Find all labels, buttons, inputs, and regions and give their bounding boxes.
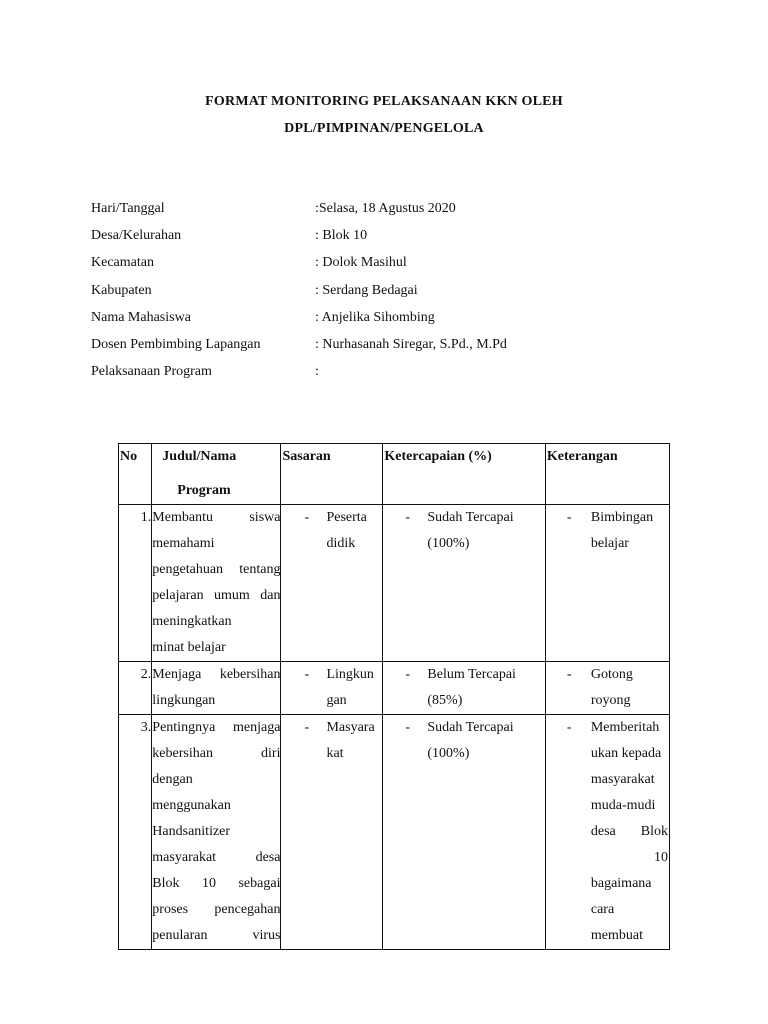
info-row-kecamatan	[91, 254, 691, 281]
info-label: Nama Mahasiswa	[91, 309, 191, 325]
cell-line: Peserta	[326, 510, 367, 525]
cell-line: meningkatkan	[152, 614, 232, 629]
header-sasaran-text: Sasaran	[282, 449, 331, 464]
header-keterangan	[545, 444, 669, 505]
table-row	[119, 662, 670, 715]
bullet-dash: -	[405, 510, 411, 525]
cell-line: minat belajar	[152, 640, 226, 655]
cell-line: Belum Tercapai	[427, 667, 516, 682]
table-header-row	[119, 444, 670, 505]
cell-line: cara	[590, 902, 615, 917]
cell-line: Handsanitizer	[152, 824, 231, 839]
cell-line: Memberitah	[590, 720, 660, 735]
info-value: : Serdang Bedagai	[315, 282, 418, 298]
info-row-nama-mahasiswa	[91, 309, 691, 336]
bullet-dash: -	[405, 720, 411, 735]
cell-line: lingkungan	[152, 693, 216, 708]
cell-sasaran	[281, 715, 383, 950]
cell-sasaran	[281, 505, 383, 662]
info-label: Hari/Tanggal	[91, 201, 165, 216]
info-label: Pelaksanaan Program	[91, 364, 212, 380]
cell-line: Sudah Tercapai	[427, 720, 514, 735]
info-label: Kabupaten	[91, 282, 152, 298]
header-no	[119, 444, 152, 505]
header-ketercapaian-text: Ketercapaian (%)	[384, 449, 492, 464]
cell-judul	[152, 715, 281, 950]
header-ketercapaian	[383, 444, 545, 505]
info-row-kabupaten	[91, 282, 691, 309]
cell-line: gan	[326, 693, 347, 708]
info-value: :	[315, 364, 319, 380]
table-row	[119, 715, 670, 950]
table-row	[119, 505, 670, 662]
cell-line: Gotong	[590, 667, 633, 682]
monitoring-table	[118, 443, 670, 950]
cell-keterangan	[545, 505, 669, 662]
header-judul-line1: Judul/Nama	[162, 449, 237, 464]
cell-line: royong	[590, 693, 631, 708]
cell-sasaran	[281, 662, 383, 715]
bullet-dash: -	[566, 720, 572, 735]
info-row-desa-kelurahan	[91, 227, 691, 254]
cell-line: Bimbingan	[590, 510, 654, 525]
cell-line: (100%)	[427, 746, 470, 761]
header-judul-line2: Program	[177, 483, 231, 498]
header-judul	[152, 444, 281, 505]
header-keterangan-text: Keterangan	[546, 449, 618, 464]
header-sasaran	[281, 444, 383, 505]
header-no-text: No	[120, 449, 138, 464]
cell-line: proses pencegahan	[152, 902, 281, 917]
cell-line: desa Blok	[590, 824, 668, 839]
cell-keterangan	[545, 662, 669, 715]
cell-line: kebersihan diri	[152, 746, 281, 761]
cell-line: Pentingnya menjaga	[152, 720, 281, 735]
cell-line: Menjaga kebersihan	[152, 667, 281, 682]
cell-line: pengetahuan tentang	[152, 562, 281, 577]
info-section	[91, 200, 691, 390]
bullet-dash: -	[304, 667, 310, 682]
cell-ketercapaian	[383, 505, 545, 662]
bullet-dash: -	[304, 510, 310, 525]
cell-line: Masyara	[326, 720, 375, 735]
cell-line: belajar	[590, 536, 629, 551]
cell-no: 2.	[119, 662, 152, 715]
cell-ketercapaian	[383, 662, 545, 715]
bullet-dash: -	[304, 720, 310, 735]
cell-line: memahami	[152, 536, 215, 551]
cell-no: 3.	[119, 715, 152, 950]
cell-line: Lingkun	[326, 667, 374, 682]
cell-line: masyarakat	[590, 772, 655, 787]
cell-line: masyarakat desa	[152, 850, 281, 865]
bullet-dash: -	[405, 667, 411, 682]
info-row-pelaksanaan-program	[91, 363, 691, 390]
cell-line: dengan	[152, 772, 193, 787]
document-title-line2: DPL/PIMPINAN/PENGELOLA	[284, 121, 484, 136]
cell-line: didik	[326, 536, 356, 551]
cell-line: Blok 10 sebagai	[152, 876, 281, 891]
cell-ketercapaian	[383, 715, 545, 950]
info-label: Kecamatan	[91, 255, 154, 271]
cell-line: pelajaran umum dan	[152, 588, 281, 603]
cell-keterangan	[545, 715, 669, 950]
info-value: :Selasa, 18 Agustus 2020	[315, 201, 456, 216]
cell-line: kat	[326, 746, 344, 761]
cell-line: ukan kepada	[590, 746, 662, 761]
info-row-hari-tanggal	[91, 200, 691, 227]
cell-line: (100%)	[427, 536, 470, 551]
cell-line: Membantu siswa	[152, 510, 281, 525]
cell-line: bagaimana	[590, 876, 652, 891]
info-label: Desa/Kelurahan	[91, 228, 182, 244]
info-value: : Anjelika Sihombing	[315, 309, 435, 325]
cell-line: (85%)	[427, 693, 463, 708]
cell-no: 1.	[119, 505, 152, 662]
cell-line: menggunakan	[152, 798, 231, 813]
info-value: : Nurhasanah Siregar, S.Pd., M.Pd	[315, 336, 507, 352]
cell-line: Sudah Tercapai	[427, 510, 514, 525]
bullet-dash: -	[566, 667, 572, 682]
info-value: : Dolok Masihul	[315, 255, 407, 271]
cell-line: muda-mudi	[590, 798, 656, 813]
cell-judul	[152, 505, 281, 662]
bullet-dash: -	[566, 510, 572, 525]
cell-judul	[152, 662, 281, 715]
cell-line: penularan virus	[152, 928, 281, 943]
info-label: Dosen Pembimbing Lapangan	[91, 336, 261, 352]
info-row-dosen-pembimbing	[91, 336, 691, 363]
info-value: : Blok 10	[315, 228, 368, 244]
cell-line: 10	[654, 850, 668, 865]
cell-line: membuat	[590, 928, 643, 943]
document-title-line1: FORMAT MONITORING PELAKSANAAN KKN OLEH	[205, 94, 563, 109]
